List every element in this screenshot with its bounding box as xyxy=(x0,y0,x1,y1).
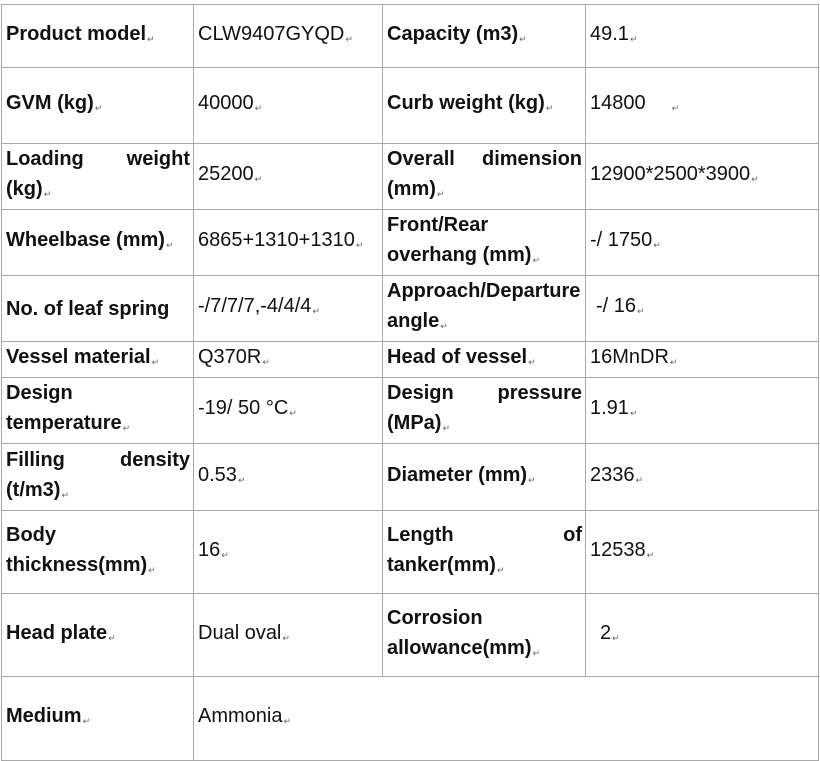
value-design-temperature: -19/ 50 °C↵ xyxy=(194,378,383,444)
value-vessel-material: Q370R↵ xyxy=(194,342,383,378)
spec-table xyxy=(1,4,819,761)
label-diameter: Diameter (mm)↵ xyxy=(383,444,586,511)
label-head-of-vessel: Head of vessel↵ xyxy=(383,342,586,378)
table-row xyxy=(2,677,819,761)
table-row xyxy=(2,444,819,511)
value-design-pressure: 1.91↵ xyxy=(586,378,819,444)
table-row xyxy=(2,511,819,594)
value-body-thickness: 16↵ xyxy=(194,511,383,594)
value-head-plate: Dual oval↵ xyxy=(194,594,383,677)
label-filling-density: Filling density (t/m3)↵ xyxy=(2,444,194,511)
label-curb-weight: Curb weight (kg)↵ xyxy=(383,68,586,144)
label-approach-departure: Approach/Departure angle↵ xyxy=(383,276,586,342)
value-corrosion-allowance: 2↵ xyxy=(586,594,819,677)
table-row xyxy=(2,342,819,378)
label-wheelbase: Wheelbase (mm)↵ xyxy=(2,210,194,276)
label-overall-dimension: Overall dimension (mm)↵ xyxy=(383,144,586,210)
value-curb-weight: 14800 ↵ xyxy=(586,68,819,144)
value-approach-departure: -/ 16↵ xyxy=(586,276,819,342)
value-head-of-vessel: 16MnDR↵ xyxy=(586,342,819,378)
value-diameter: 2336↵ xyxy=(586,444,819,511)
value-capacity: 49.1↵ xyxy=(586,5,819,68)
label-front-rear-overhang: Front/Rear overhang (mm)↵ xyxy=(383,210,586,276)
value-gvm: 40000↵ xyxy=(194,68,383,144)
label-leaf-spring: No. of leaf spring xyxy=(2,276,194,342)
label-capacity: Capacity (m3)↵ xyxy=(383,5,586,68)
value-overall-dimension: 12900*2500*3900↵ xyxy=(586,144,819,210)
table-row xyxy=(2,276,819,342)
table-row xyxy=(2,144,819,210)
value-wheelbase: 6865+1310+1310↵ xyxy=(194,210,383,276)
label-body-thickness: Body thickness(mm)↵ xyxy=(2,511,194,594)
value-medium: Ammonia↵ xyxy=(194,677,819,761)
table-row xyxy=(2,5,819,68)
label-gvm: GVM (kg)↵ xyxy=(2,68,194,144)
label-design-pressure: Design pressure (MPa)↵ xyxy=(383,378,586,444)
value-filling-density: 0.53↵ xyxy=(194,444,383,511)
label-corrosion-allowance: Corrosion allowance(mm)↵ xyxy=(383,594,586,677)
value-length-of-tanker: 12538↵ xyxy=(586,511,819,594)
label-design-temperature: Design temperature↵ xyxy=(2,378,194,444)
label-vessel-material: Vessel material↵ xyxy=(2,342,194,378)
label-loading-weight: Loading weight (kg)↵ xyxy=(2,144,194,210)
table-row xyxy=(2,68,819,144)
label-product-model: Product model↵ xyxy=(2,5,194,68)
table-row xyxy=(2,594,819,677)
label-medium: Medium↵ xyxy=(2,677,194,761)
table-row xyxy=(2,210,819,276)
value-loading-weight: 25200↵ xyxy=(194,144,383,210)
value-product-model: CLW9407GYQD↵ xyxy=(194,5,383,68)
table-row xyxy=(2,378,819,444)
label-head-plate: Head plate↵ xyxy=(2,594,194,677)
label-length-of-tanker: Length of tanker(mm)↵ xyxy=(383,511,586,594)
value-leaf-spring: -/7/7/7,-4/4/4↵ xyxy=(194,276,383,342)
value-front-rear-overhang: -/ 1750↵ xyxy=(586,210,819,276)
